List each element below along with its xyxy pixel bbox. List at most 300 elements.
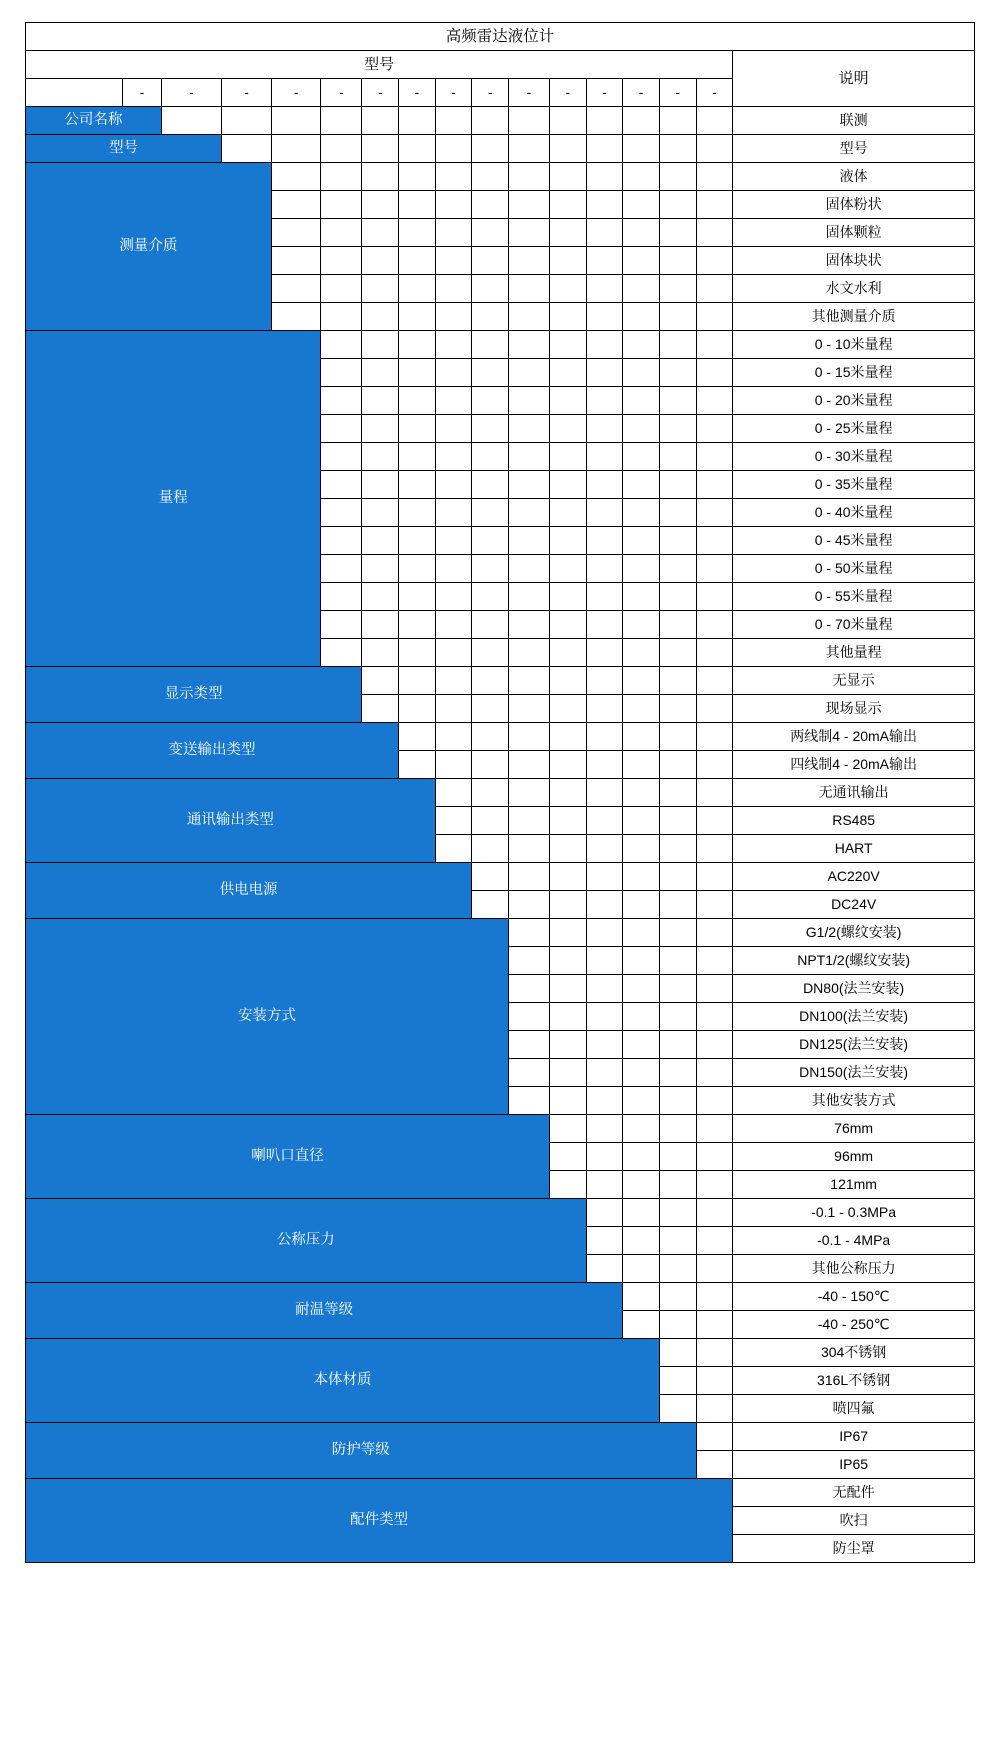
option-description: 其他测量介质 [733, 303, 975, 331]
option-description: 0 - 55米量程 [733, 583, 975, 611]
empty-cell [321, 527, 362, 555]
empty-cell [472, 107, 509, 135]
empty-cell [586, 1227, 623, 1255]
empty-cell [435, 443, 472, 471]
dash-separator: - [161, 79, 221, 107]
category-label: 喇叭口直径 [26, 1115, 550, 1199]
empty-cell [472, 527, 509, 555]
option-description: DN100(法兰安装) [733, 1003, 975, 1031]
option-description: 121mm [733, 1171, 975, 1199]
option-description: 型号 [733, 135, 975, 163]
empty-cell [321, 219, 362, 247]
empty-cell [549, 527, 586, 555]
empty-cell [509, 835, 550, 863]
empty-cell [549, 891, 586, 919]
empty-cell [271, 163, 321, 191]
empty-cell [509, 135, 550, 163]
table-row [26, 667, 975, 695]
option-description: 0 - 50米量程 [733, 555, 975, 583]
empty-cell [659, 1311, 696, 1339]
option-description: AC220V [733, 863, 975, 891]
option-description: 无配件 [733, 1479, 975, 1507]
empty-cell [472, 779, 509, 807]
empty-cell [696, 751, 733, 779]
table-row [26, 1283, 975, 1311]
empty-cell [362, 695, 399, 723]
empty-cell [696, 163, 733, 191]
empty-cell [399, 359, 436, 387]
empty-cell [549, 667, 586, 695]
empty-cell [549, 751, 586, 779]
empty-cell [472, 751, 509, 779]
empty-cell [435, 219, 472, 247]
empty-cell [696, 499, 733, 527]
empty-cell [549, 835, 586, 863]
empty-cell [399, 163, 436, 191]
category-label: 通讯输出类型 [26, 779, 436, 863]
option-description: IP65 [733, 1451, 975, 1479]
empty-cell [623, 695, 660, 723]
empty-cell [586, 611, 623, 639]
empty-cell [659, 695, 696, 723]
empty-cell [659, 415, 696, 443]
option-description: 0 - 35米量程 [733, 471, 975, 499]
empty-cell [399, 135, 436, 163]
category-label: 安装方式 [26, 919, 509, 1115]
empty-cell [399, 723, 436, 751]
empty-cell [696, 1283, 733, 1311]
empty-cell [271, 219, 321, 247]
empty-cell [696, 863, 733, 891]
empty-cell [586, 1031, 623, 1059]
empty-cell [696, 331, 733, 359]
empty-cell [623, 1311, 660, 1339]
empty-cell [623, 835, 660, 863]
empty-cell [586, 807, 623, 835]
empty-cell [399, 191, 436, 219]
empty-cell [659, 947, 696, 975]
empty-cell [362, 303, 399, 331]
model-header: 型号 [26, 51, 733, 79]
empty-cell [586, 919, 623, 947]
empty-cell [435, 191, 472, 219]
empty-cell [623, 1115, 660, 1143]
option-description: 固体块状 [733, 247, 975, 275]
option-description: 两线制4 - 20mA输出 [733, 723, 975, 751]
empty-cell [696, 1031, 733, 1059]
option-description: 现场显示 [733, 695, 975, 723]
category-label: 公司名称 [26, 107, 162, 135]
empty-cell [696, 1003, 733, 1031]
option-description: 0 - 20米量程 [733, 387, 975, 415]
empty-cell [586, 779, 623, 807]
empty-cell [399, 303, 436, 331]
empty-cell [659, 219, 696, 247]
option-description: 固体颗粒 [733, 219, 975, 247]
dash-separator: - [435, 79, 472, 107]
empty-cell [435, 695, 472, 723]
empty-cell [362, 443, 399, 471]
empty-cell [659, 919, 696, 947]
category-label: 供电电源 [26, 863, 472, 919]
empty-cell [509, 1059, 550, 1087]
empty-cell [509, 275, 550, 303]
table-row [26, 723, 975, 751]
empty-cell [321, 555, 362, 583]
empty-cell [399, 695, 436, 723]
category-label: 防护等级 [26, 1423, 697, 1479]
empty-cell [399, 219, 436, 247]
option-description: 0 - 30米量程 [733, 443, 975, 471]
empty-cell [696, 611, 733, 639]
empty-cell [659, 135, 696, 163]
empty-cell [549, 779, 586, 807]
empty-cell [509, 863, 550, 891]
empty-cell [586, 135, 623, 163]
empty-cell [321, 415, 362, 443]
empty-cell [509, 415, 550, 443]
empty-cell [586, 863, 623, 891]
empty-cell [623, 751, 660, 779]
empty-cell [586, 555, 623, 583]
empty-cell [586, 1087, 623, 1115]
empty-cell [586, 891, 623, 919]
empty-cell [509, 303, 550, 331]
empty-cell [509, 1031, 550, 1059]
option-description: 喷四氟 [733, 1395, 975, 1423]
option-description: DN80(法兰安装) [733, 975, 975, 1003]
empty-cell [623, 1171, 660, 1199]
option-description: DN150(法兰安装) [733, 1059, 975, 1087]
option-description: 96mm [733, 1143, 975, 1171]
category-label: 测量介质 [26, 163, 272, 331]
option-description: 76mm [733, 1115, 975, 1143]
empty-cell [362, 387, 399, 415]
table-row [26, 1199, 975, 1227]
empty-cell [659, 107, 696, 135]
option-description: IP67 [733, 1423, 975, 1451]
empty-cell [549, 1087, 586, 1115]
empty-cell [623, 779, 660, 807]
empty-cell [696, 1339, 733, 1367]
empty-cell [623, 527, 660, 555]
empty-cell [362, 667, 399, 695]
empty-cell [549, 723, 586, 751]
option-description: -40 - 250℃ [733, 1311, 975, 1339]
empty-cell [399, 667, 436, 695]
table-row [26, 163, 975, 191]
option-description: 304不锈钢 [733, 1339, 975, 1367]
empty-cell [659, 975, 696, 1003]
empty-cell [586, 1255, 623, 1283]
empty-cell [509, 499, 550, 527]
empty-cell [586, 219, 623, 247]
empty-cell [472, 219, 509, 247]
empty-cell [623, 1255, 660, 1283]
empty-cell [435, 107, 472, 135]
empty-cell [472, 303, 509, 331]
empty-cell [586, 387, 623, 415]
empty-cell [659, 1171, 696, 1199]
option-description: DC24V [733, 891, 975, 919]
option-description: 防尘罩 [733, 1535, 975, 1563]
empty-cell [659, 1255, 696, 1283]
empty-cell [696, 1367, 733, 1395]
empty-cell [696, 1115, 733, 1143]
option-description: 0 - 70米量程 [733, 611, 975, 639]
empty-cell [509, 751, 550, 779]
empty-cell [549, 919, 586, 947]
empty-cell [696, 107, 733, 135]
empty-cell [659, 443, 696, 471]
option-description: 0 - 25米量程 [733, 415, 975, 443]
empty-cell [659, 191, 696, 219]
empty-cell [659, 1003, 696, 1031]
empty-cell [549, 387, 586, 415]
empty-cell [549, 135, 586, 163]
empty-cell [586, 331, 623, 359]
empty-cell [696, 807, 733, 835]
empty-cell [321, 303, 362, 331]
empty-cell [362, 415, 399, 443]
empty-cell [435, 359, 472, 387]
empty-cell [586, 415, 623, 443]
option-description: 无通讯输出 [733, 779, 975, 807]
empty-cell [549, 443, 586, 471]
empty-cell [659, 303, 696, 331]
empty-cell [623, 919, 660, 947]
empty-cell [623, 611, 660, 639]
option-description: 其他公称压力 [733, 1255, 975, 1283]
empty-cell [549, 611, 586, 639]
empty-cell [362, 247, 399, 275]
empty-cell [362, 499, 399, 527]
empty-cell [435, 247, 472, 275]
dash-separator: - [399, 79, 436, 107]
empty-cell [509, 191, 550, 219]
empty-cell [696, 1059, 733, 1087]
empty-cell [659, 471, 696, 499]
header-row-model [26, 51, 975, 79]
empty-cell [623, 555, 660, 583]
option-description: 0 - 40米量程 [733, 499, 975, 527]
empty-cell [509, 695, 550, 723]
empty-cell [472, 415, 509, 443]
empty-cell [509, 471, 550, 499]
empty-cell [659, 751, 696, 779]
option-description: 其他安装方式 [733, 1087, 975, 1115]
empty-cell [549, 191, 586, 219]
empty-cell [271, 275, 321, 303]
empty-cell [399, 555, 436, 583]
empty-cell [509, 919, 550, 947]
empty-cell [623, 947, 660, 975]
empty-cell [696, 723, 733, 751]
empty-cell [696, 191, 733, 219]
empty-cell [586, 1199, 623, 1227]
empty-cell [271, 107, 321, 135]
empty-cell [509, 527, 550, 555]
empty-cell [362, 219, 399, 247]
dash-separator: - [321, 79, 362, 107]
dash-separator: - [696, 79, 733, 107]
empty-cell [549, 1003, 586, 1031]
empty-cell [696, 667, 733, 695]
option-description: 液体 [733, 163, 975, 191]
empty-cell [472, 331, 509, 359]
empty-cell [509, 667, 550, 695]
empty-cell [362, 359, 399, 387]
empty-cell [623, 1283, 660, 1311]
empty-cell [435, 835, 472, 863]
empty-cell [509, 107, 550, 135]
empty-cell [399, 471, 436, 499]
empty-cell [222, 107, 272, 135]
empty-cell [623, 219, 660, 247]
empty-cell [696, 1143, 733, 1171]
empty-cell [586, 1059, 623, 1087]
empty-cell [509, 443, 550, 471]
empty-cell [435, 387, 472, 415]
dash-separator: - [123, 79, 162, 107]
empty-cell [586, 1143, 623, 1171]
category-label: 配件类型 [26, 1479, 733, 1563]
empty-cell [509, 331, 550, 359]
empty-cell [659, 1283, 696, 1311]
empty-cell [696, 639, 733, 667]
empty-cell [696, 1199, 733, 1227]
category-label: 公称压力 [26, 1199, 587, 1283]
empty-cell [321, 583, 362, 611]
empty-cell [321, 135, 362, 163]
empty-cell [696, 415, 733, 443]
empty-cell [509, 779, 550, 807]
empty-cell [696, 1423, 733, 1451]
empty-cell [696, 835, 733, 863]
table-row [26, 107, 975, 135]
table-row [26, 1115, 975, 1143]
table-body [26, 23, 975, 1563]
empty-cell [696, 219, 733, 247]
empty-cell [623, 1003, 660, 1031]
empty-cell [696, 1255, 733, 1283]
empty-cell [659, 163, 696, 191]
option-description: RS485 [733, 807, 975, 835]
empty-cell [586, 583, 623, 611]
empty-cell [586, 303, 623, 331]
empty-cell [362, 163, 399, 191]
empty-cell [623, 863, 660, 891]
empty-cell [586, 527, 623, 555]
empty-cell [271, 135, 321, 163]
empty-cell [696, 471, 733, 499]
dash-separator: - [623, 79, 660, 107]
empty-cell [472, 835, 509, 863]
empty-cell [362, 331, 399, 359]
empty-cell [623, 303, 660, 331]
empty-cell [549, 695, 586, 723]
empty-cell [659, 1339, 696, 1367]
empty-cell [549, 247, 586, 275]
empty-cell [586, 499, 623, 527]
empty-cell [659, 667, 696, 695]
table-row [26, 863, 975, 891]
option-description: 0 - 15米量程 [733, 359, 975, 387]
empty-cell [362, 639, 399, 667]
empty-cell [696, 555, 733, 583]
empty-cell [509, 219, 550, 247]
empty-cell [321, 107, 362, 135]
empty-cell [509, 359, 550, 387]
empty-cell [623, 1087, 660, 1115]
empty-cell [549, 331, 586, 359]
empty-cell [586, 443, 623, 471]
empty-cell [321, 443, 362, 471]
empty-cell [321, 275, 362, 303]
empty-cell [659, 807, 696, 835]
empty-cell [659, 891, 696, 919]
empty-cell [549, 947, 586, 975]
category-label: 型号 [26, 135, 222, 163]
empty-cell [362, 107, 399, 135]
empty-cell [549, 219, 586, 247]
empty-cell [623, 163, 660, 191]
empty-cell [696, 443, 733, 471]
empty-cell [472, 807, 509, 835]
empty-cell [623, 975, 660, 1003]
empty-cell [623, 723, 660, 751]
empty-cell [362, 555, 399, 583]
dash-separator: - [509, 79, 550, 107]
empty-cell [549, 807, 586, 835]
empty-cell [435, 723, 472, 751]
empty-cell [659, 1031, 696, 1059]
empty-cell [509, 1087, 550, 1115]
empty-cell [472, 611, 509, 639]
empty-cell [472, 639, 509, 667]
empty-cell [549, 107, 586, 135]
empty-cell [623, 135, 660, 163]
empty-cell [509, 247, 550, 275]
empty-cell [549, 583, 586, 611]
empty-cell [549, 163, 586, 191]
empty-cell [659, 1087, 696, 1115]
empty-cell [586, 695, 623, 723]
option-description: 四线制4 - 20mA输出 [733, 751, 975, 779]
option-description: DN125(法兰安装) [733, 1031, 975, 1059]
description-header: 说明 [733, 51, 975, 107]
empty-cell [321, 359, 362, 387]
option-description: 联测 [733, 107, 975, 135]
dash-separator: - [586, 79, 623, 107]
empty-cell [623, 1031, 660, 1059]
option-description: 316L不锈钢 [733, 1367, 975, 1395]
empty-cell [696, 359, 733, 387]
empty-cell [472, 723, 509, 751]
empty-cell [472, 191, 509, 219]
empty-cell [321, 247, 362, 275]
empty-cell [472, 387, 509, 415]
empty-cell [271, 303, 321, 331]
empty-cell [623, 443, 660, 471]
empty-cell [586, 751, 623, 779]
empty-cell [435, 639, 472, 667]
empty-cell [586, 107, 623, 135]
empty-cell [696, 1395, 733, 1423]
empty-cell [696, 1087, 733, 1115]
empty-cell [549, 975, 586, 1003]
empty-cell [509, 555, 550, 583]
